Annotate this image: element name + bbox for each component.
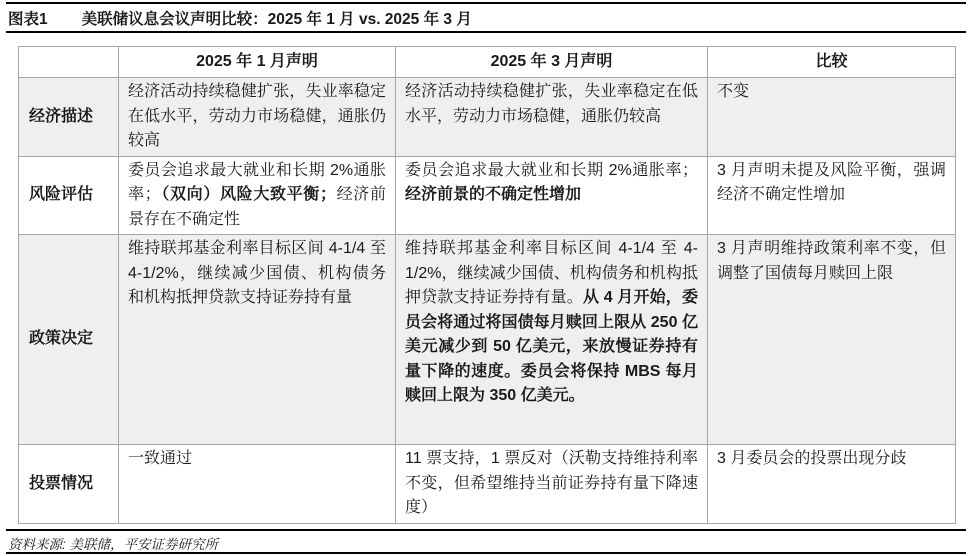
source-note: 资料来源: 美联储，平安证券研究所 [8,537,219,552]
header-row [19,47,956,78]
cell-risk-jan: 委员会追求最大就业和长期 2%通胀率；（双向）风险大致平衡；经济前景存在不确定性 [119,156,396,235]
header-empty-cell [19,47,119,78]
cell-risk-mar: 委员会追求最大就业和长期 2%通胀率；经济前景的不确定性增加 [396,156,708,235]
row-label-risk: 风险评估 [19,156,119,235]
header-comparison: 比较 [708,47,956,78]
header-jan-statement: 2025 年 1 月声明 [119,47,396,78]
table-row-risk [19,156,956,235]
row-label-policy: 政策决定 [19,235,119,445]
table-row-vote [19,445,956,524]
table-row-policy [19,235,956,445]
cell-vote-jan: 一致通过 [119,445,396,524]
title-rule [6,31,966,33]
top-rule [6,2,966,4]
figure-title: 美联储议息会议声明比较：2025 年 1 月 vs. 2025 年 3 月 [81,11,472,28]
cell-economy-mar: 经济活动持续稳健扩张，失业率稳定在低水平，劳动力市场稳健，通胀仍较高 [396,78,708,157]
figure-title-row [8,7,472,29]
cell-policy-jan: 维持联邦基金利率目标区间 4-1/4 至 4-1/2%，继续减少国债、机构债务和机构抵押贷款支持证券持有量 [119,235,396,445]
row-label-vote: 投票情况 [19,445,119,524]
cell-risk-compare: 3 月声明未提及风险平衡，强调经济不确定性增加 [708,156,956,235]
fomc-comparison-table [18,46,956,524]
table-row-economy [19,78,956,157]
cell-vote-mar: 11 票支持，1 票反对（沃勒支持维持利率不变，但希望维持当前证券持有量下降速度） [396,445,708,524]
cell-policy-compare: 3 月声明维持政策利率不变，但调整了国债每月赎回上限 [708,235,956,445]
figure-label: 图表1 [8,11,48,28]
header-mar-statement: 2025 年 3 月声明 [396,47,708,78]
source-top-rule [6,529,966,531]
cell-economy-compare: 不变 [708,78,956,157]
cell-policy-mar: 维持联邦基金利率目标区间 4-1/4 至 4-1/2%，继续减少国债、机构债务和机构抵押贷款支持证券持有量。从 4 月开始，委员会将通过将国债每月赎回上限从 250 亿美元减少到 50 亿美元，来放慢证券持有量下降的速度。委员会将保持 MBS 每月赎回上限为 350 亿美元。 [396,235,708,445]
source-bottom-rule [6,552,966,554]
cell-economy-jan: 经济活动持续稳健扩张，失业率稳定在低水平，劳动力市场稳健，通胀仍较高 [119,78,396,157]
row-label-economy: 经济描述 [19,78,119,157]
cell-vote-compare: 3 月委员会的投票出现分歧 [708,445,956,524]
